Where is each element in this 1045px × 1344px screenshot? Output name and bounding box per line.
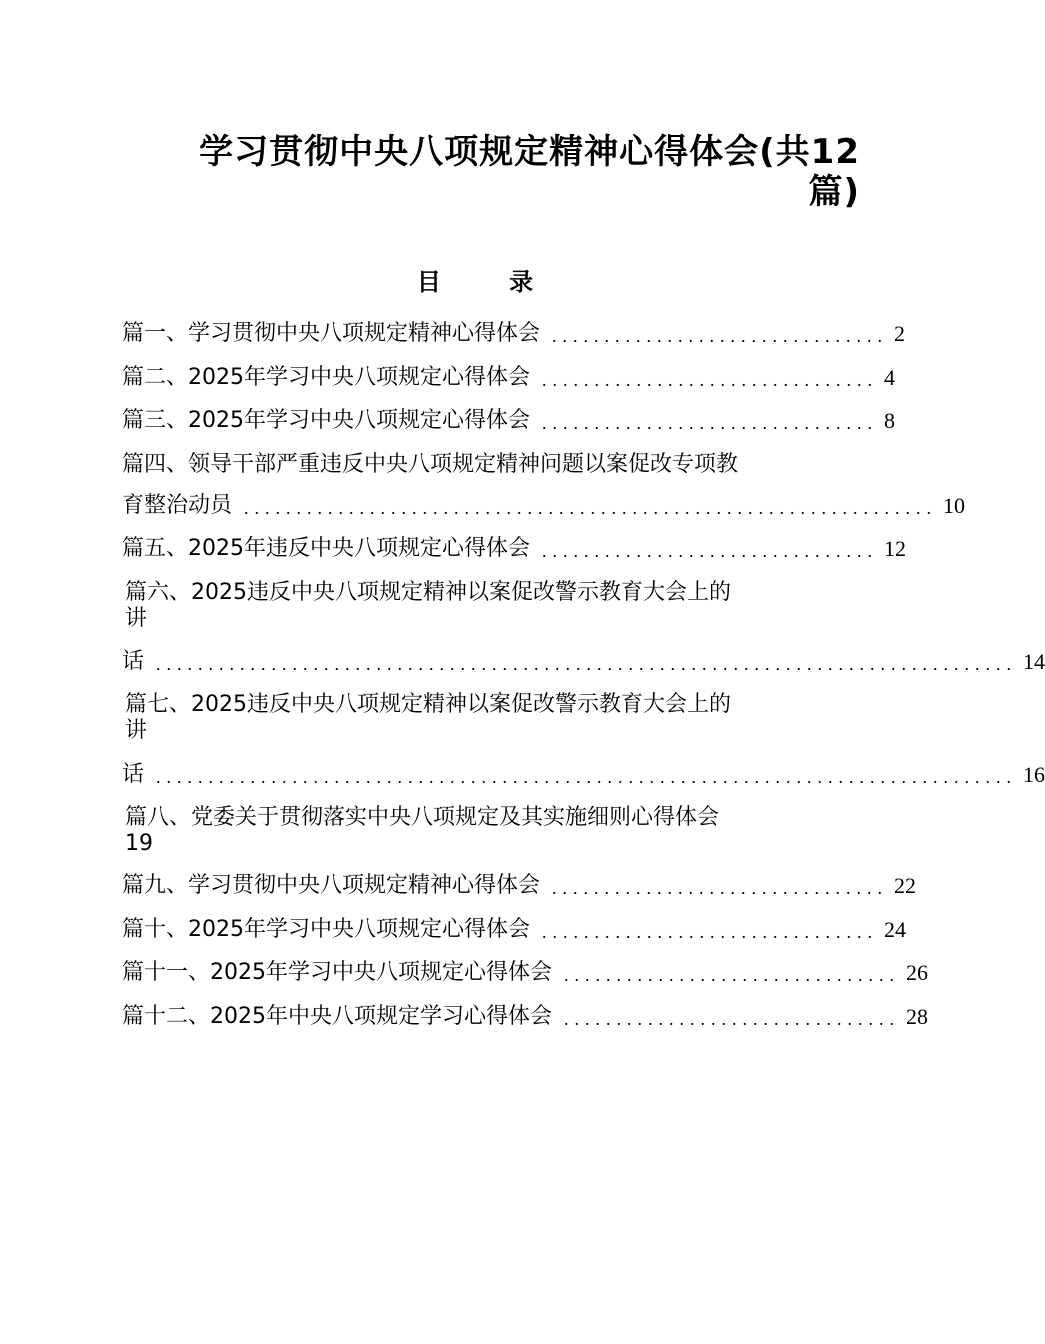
toc-entry-8-line-2[interactable]: 19 [125, 831, 153, 856]
toc-entry-6-line-1[interactable]: 篇六、2025违反中央八项规定精神以案促改警示教育大会上的 [125, 580, 731, 605]
toc-leader-dots: .................................................................................. [156, 654, 1018, 674]
toc-page-number: 28 [906, 1004, 928, 1029]
toc-entry-2[interactable] [122, 362, 895, 394]
document-title-line-1: 学习贯彻中央八项规定精神心得体会(共12 [199, 132, 860, 172]
toc-entry-title: 篇五、2025年违反中央八项规定心得体会 [122, 536, 530, 561]
toc-leader-dots: ................................ [542, 370, 878, 390]
toc-entry-12[interactable] [122, 1001, 928, 1033]
toc-entry-title: 篇二、2025年学习中央八项规定心得体会 [122, 365, 530, 390]
toc-entry-7[interactable] [122, 759, 1045, 791]
toc-leader-dots: ................................ [552, 326, 889, 346]
toc-leader-dots: ................................ [542, 922, 878, 942]
toc-entry-title: 篇十、2025年学习中央八项规定心得体会 [122, 917, 530, 942]
toc-entry-7-line-2[interactable]: 讲 [125, 718, 148, 743]
toc-entry-title: 篇十二、2025年中央八项规定学习心得体会 [122, 1004, 552, 1029]
toc-entry-10[interactable] [122, 914, 906, 946]
toc-page-number: 14 [1023, 649, 1045, 674]
toc-heading: 目 录 [416, 268, 564, 296]
toc-entry-7-line-1[interactable]: 篇七、2025违反中央八项规定精神以案促改警示教育大会上的 [125, 692, 731, 717]
toc-entry-6[interactable] [122, 646, 1045, 678]
toc-page-number: 2 [894, 321, 906, 346]
toc-entry-title: 育整治动员 [122, 493, 233, 518]
toc-page-number: 16 [1023, 762, 1045, 787]
toc-leader-dots: ................................ [542, 413, 878, 433]
toc-entry-4[interactable] [122, 490, 966, 522]
toc-entry-6-line-2[interactable]: 讲 [125, 606, 148, 631]
document-title [150, 132, 860, 212]
toc-entry-title: 篇十一、2025年学习中央八项规定心得体会 [122, 960, 552, 985]
toc-page-number: 26 [906, 960, 928, 985]
toc-leader-dots: .................................................................. [244, 498, 938, 518]
toc-page-number: 4 [884, 365, 895, 390]
toc-page-number: 24 [884, 917, 906, 942]
toc-leader-dots: ................................ [542, 541, 878, 561]
toc-entry-8-line-1[interactable]: 篇八、党委关于贯彻落实中央八项规定及其实施细则心得体会 [125, 805, 720, 830]
toc-leader-dots: ................................ [564, 965, 900, 985]
toc-leader-dots: .................................................................................. [156, 767, 1018, 787]
toc-entry-title: 话 [122, 762, 145, 787]
toc-page-number: 10 [943, 493, 966, 518]
toc-entry-title: 篇三、2025年学习中央八项规定心得体会 [122, 408, 530, 433]
toc-entry-title: 篇一、学习贯彻中央八项规定精神心得体会 [122, 321, 541, 346]
document-title-line-2: 篇) [808, 172, 860, 212]
toc-page-number: 22 [894, 873, 917, 898]
toc-page-number: 12 [884, 536, 906, 561]
toc-entry-4-line-1[interactable]: 篇四、领导干部严重违反中央八项规定精神问题以案促改专项教 [122, 452, 739, 477]
toc-entry-5[interactable] [122, 533, 906, 565]
toc-entry-1[interactable] [122, 318, 906, 350]
toc-leader-dots: ................................ [552, 878, 889, 898]
toc-entry-title: 篇九、学习贯彻中央八项规定精神心得体会 [122, 873, 541, 898]
toc-entry-11[interactable] [122, 957, 928, 989]
toc-entry-3[interactable] [122, 405, 895, 437]
toc-entry-title: 话 [122, 649, 145, 674]
toc-leader-dots: ................................ [564, 1009, 900, 1029]
toc-page-number: 8 [884, 408, 895, 433]
toc-entry-9[interactable] [122, 870, 917, 902]
